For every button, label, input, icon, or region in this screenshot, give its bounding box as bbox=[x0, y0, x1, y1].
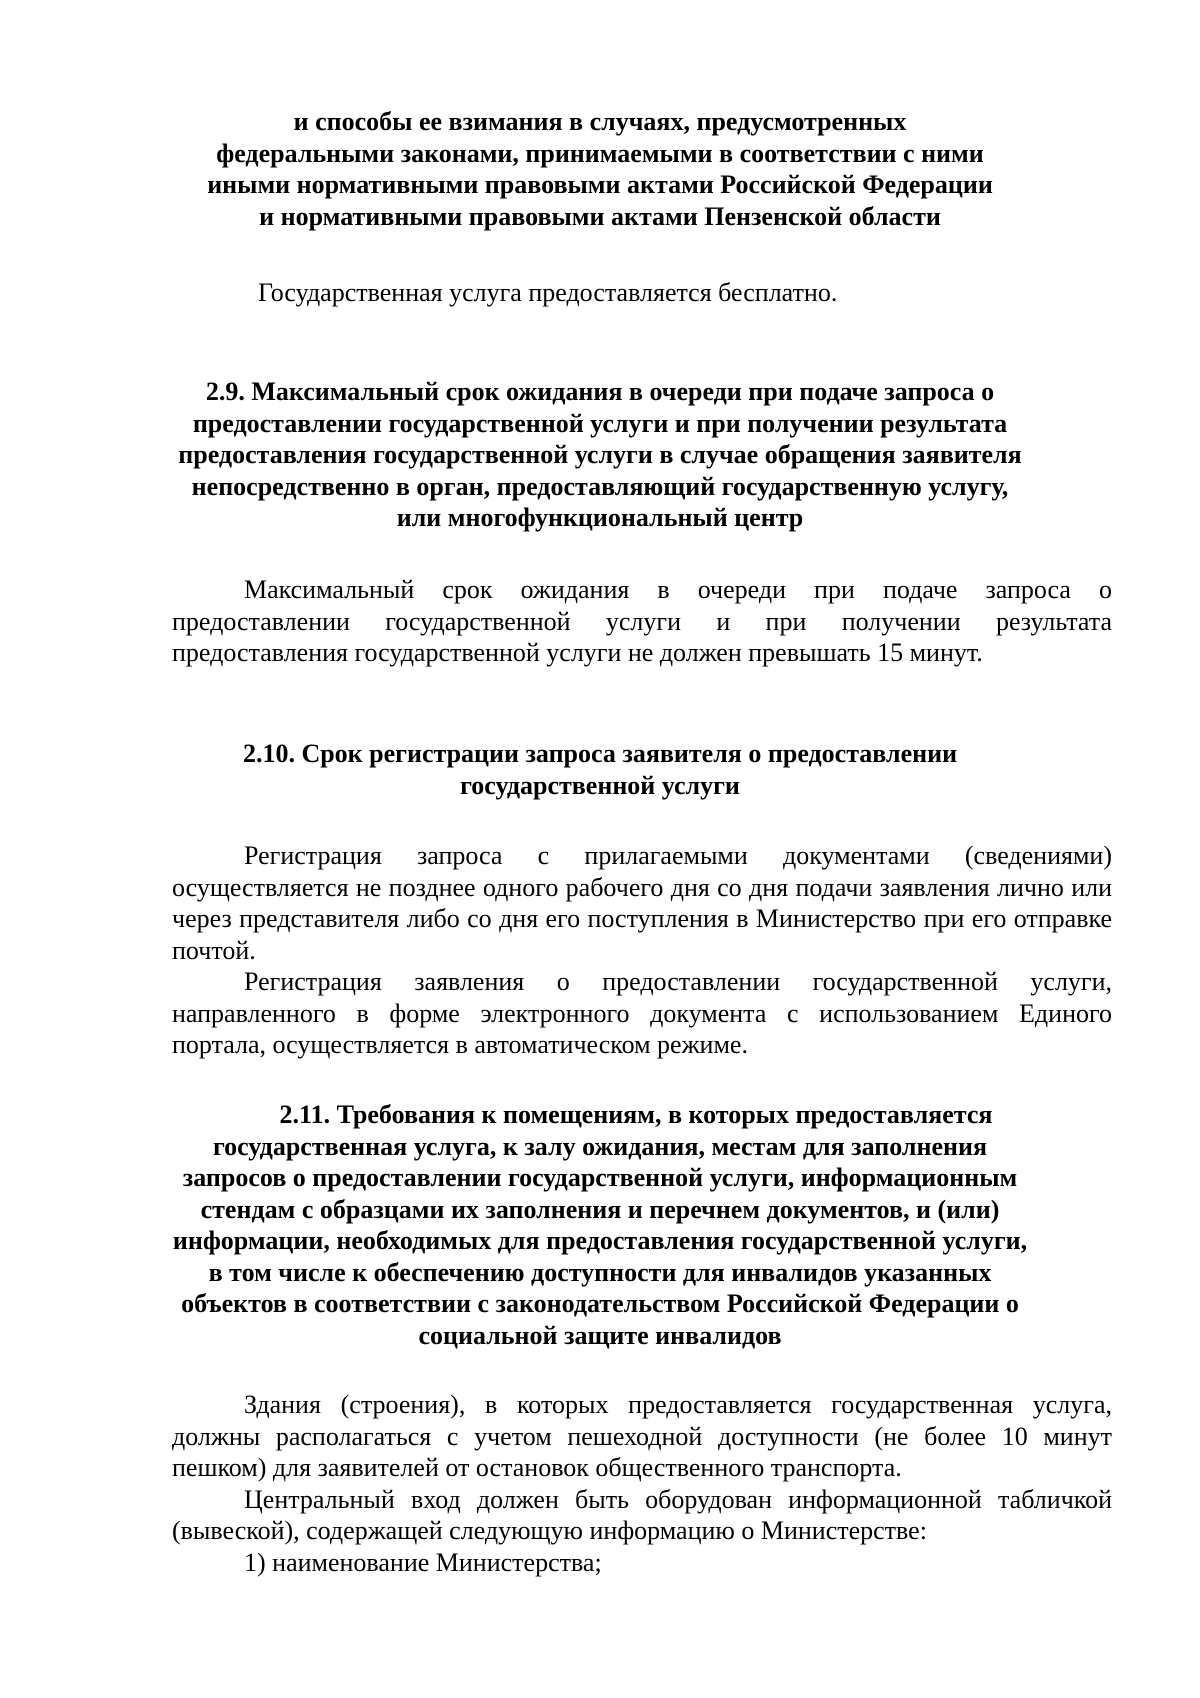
intro-heading bbox=[150, 106, 1050, 232]
heading-line: государственной услуги bbox=[460, 770, 740, 800]
heading-line: социальной защите инвалидов bbox=[418, 1320, 782, 1350]
section-2-11-heading bbox=[150, 1099, 1050, 1351]
section-2-9-body bbox=[172, 574, 1112, 669]
body-paragraph: Максимальный срок ожидания в очереди при подаче запроса о предоставлении государственной услуги и при получении результата предоставления государственной услуги не должен превышать 15 минут. bbox=[172, 575, 1112, 667]
section-2-9-heading bbox=[150, 376, 1050, 534]
section-2-11-body bbox=[172, 1389, 1112, 1578]
heading-line: объектов в соответствии с законодательством Российской Федерации о bbox=[181, 1289, 1019, 1318]
heading-line: 2.10. Срок регистрации запроса заявителя о предоставлении bbox=[242, 739, 958, 768]
heading-line: в том числе к обеспечению доступности для инвалидов указанных bbox=[208, 1257, 992, 1287]
body-paragraph: Регистрация заявления о предоставлении государственной услуги, направленного в форме электронного документа с использованием Единого портала, осуществляется в автоматическом режиме. bbox=[172, 967, 1112, 1059]
heading-line: иными нормативными правовыми актами Российской Федерации bbox=[207, 170, 993, 199]
heading-line: и способы ее взимания в случаях, предусмотренных bbox=[293, 107, 907, 136]
heading-line: и нормативными правовыми актами Пензенской области bbox=[259, 201, 941, 231]
body-paragraph: Центральный вход должен быть оборудован информационной табличкой (вывеской), содержащей следующую информацию о Министерстве: bbox=[172, 1484, 1112, 1545]
heading-line: федеральными законами, принимаемыми в соответствии с ними bbox=[216, 138, 984, 168]
heading-line: запросов о предоставлении государственной услуги, информационным bbox=[182, 1163, 1018, 1192]
body-paragraph: 1) наименование Министерства; bbox=[244, 1547, 602, 1577]
section-2-10-heading bbox=[150, 738, 1050, 801]
fee-paragraph: Государственная услуга предоставляется бесплатно. bbox=[258, 278, 838, 307]
heading-line: предоставлении государственной услуги и при получении результата bbox=[192, 408, 1008, 438]
heading-line: или многофункциональный центр bbox=[396, 503, 804, 532]
heading-line: стендам с образцами их заполнения и перечнем документов, и (или) bbox=[200, 1194, 1000, 1224]
body-paragraph: Здания (строения), в которых предоставляется государственная услуга, должны располагаться с учетом пешеходной доступности (не более 10 минут пешком) для заявителей от остановок общественного транспорта. bbox=[172, 1390, 1112, 1482]
heading-line: информации, необходимых для предоставления государственной услуги, bbox=[172, 1226, 1028, 1255]
section-2-10-body bbox=[172, 840, 1112, 1061]
body-paragraph: Регистрация запроса с прилагаемыми документами (сведениями) осуществляется не позднее одного рабочего дня со дня подачи заявления лично или через представителя либо со дня его поступления в Министерство при его отправке почтой. bbox=[172, 841, 1112, 965]
heading-line: предоставления государственной услуги в случае обращения заявителя bbox=[178, 440, 1022, 469]
heading-line: государственная услуга, к залу ожидания, местам для заполнения bbox=[212, 1131, 988, 1161]
heading-line: 2.9. Максимальный срок ожидания в очереди при подаче запроса о bbox=[205, 377, 995, 406]
heading-line: непосредственно в орган, предоставляющий государственную услугу, bbox=[191, 471, 1009, 501]
heading-line: 2.11. Требования к помещениям, в которых предоставляется bbox=[279, 1100, 993, 1129]
